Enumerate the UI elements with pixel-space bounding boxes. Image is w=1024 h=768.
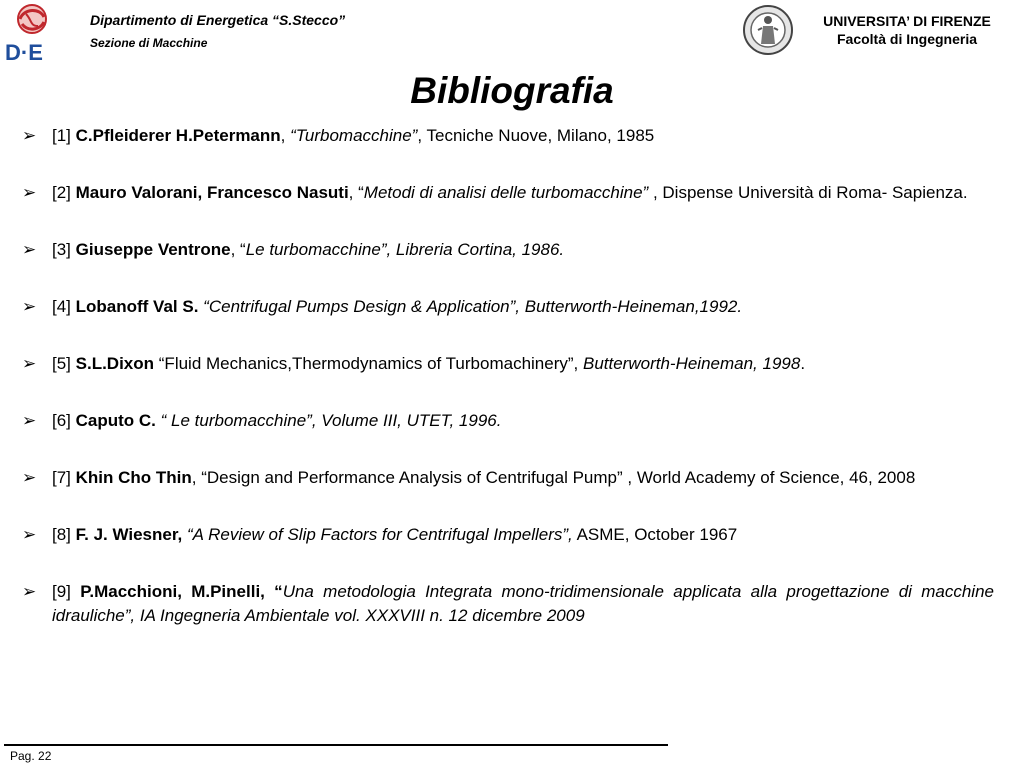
reference-text: , “ [230, 240, 246, 259]
reference-number: [9] [52, 582, 71, 601]
bullet-arrow-icon: ➢ [22, 468, 37, 487]
university-block [800, 12, 1014, 48]
reference-text: . [800, 354, 806, 373]
reference-item [22, 352, 994, 376]
reference-author: Mauro Valorani, Francesco Nasuti [75, 183, 349, 202]
page-title: Bibliografia [410, 70, 614, 111]
reference-number: [4] [52, 297, 71, 316]
bullet-arrow-icon: ➢ [22, 525, 37, 544]
bullet-arrow-icon: ➢ [22, 240, 37, 259]
reference-title: Le turbomacchine”, Libreria Cortina, 1986. [245, 240, 565, 259]
bullet-arrow-icon: ➢ [22, 183, 37, 202]
reference-number: [1] [52, 126, 71, 145]
reference-author: F. J. Wiesner, [75, 525, 183, 544]
reference-author: P.Macchioni, M.Pinelli, “ [80, 582, 283, 601]
department-logo-text: D·E [5, 40, 43, 64]
reference-title: “ Le turbomacchine”, Volume III, UTET, 1996. [160, 411, 502, 430]
reference-author: C.Pfleiderer H.Petermann [75, 126, 281, 145]
footer-divider [4, 744, 668, 746]
bullet-arrow-icon: ➢ [22, 582, 37, 601]
page-number: Pag. 22 [10, 749, 52, 763]
reference-item [22, 580, 994, 628]
department-logo-icon [4, 2, 64, 64]
reference-text: ASME, October 1967 [572, 525, 738, 544]
reference-text: “Fluid Mechanics,Thermodynamics of Turbomachinery”, [154, 354, 583, 373]
reference-item [22, 409, 994, 433]
reference-number: [8] [52, 525, 71, 544]
bullet-arrow-icon: ➢ [22, 411, 37, 430]
reference-number: [3] [52, 240, 71, 259]
reference-number: [2] [52, 183, 71, 202]
reference-number: [6] [52, 411, 71, 430]
bullet-arrow-icon: ➢ [22, 297, 37, 316]
reference-item [22, 523, 994, 547]
faculty-name: Facoltà di Ingegneria [836, 31, 978, 47]
reference-title: “Turbomacchine” [290, 126, 418, 145]
reference-item [22, 466, 994, 490]
reference-text: , [280, 126, 291, 145]
reference-author: Khin Cho Thin [75, 468, 192, 487]
reference-title: “A Review of Slip Factors for Centrifugal Impellers”, [187, 525, 573, 544]
reference-item [22, 181, 994, 205]
department-name: Dipartimento di Energetica “S.Stecco” [90, 12, 346, 28]
bullet-arrow-icon: ➢ [22, 354, 37, 373]
reference-text: , Tecniche Nuove, Milano, 1985 [417, 126, 655, 145]
reference-item [22, 124, 994, 148]
reference-author: Lobanoff Val S. [75, 297, 199, 316]
reference-number: [7] [52, 468, 71, 487]
reference-item [22, 295, 994, 319]
reference-text: , “ [348, 183, 364, 202]
university-seal-icon [742, 4, 794, 56]
reference-title: Una metodologia Integrata mono-tridimensionale applicata alla progettazione di macchine idrauliche”, IA Ingegneria Ambientale vol. XXXVIII n. 12 dicembre 2009 [52, 582, 994, 625]
reference-title: “Centrifugal Pumps Design & Application”, Butterworth-Heineman,1992. [203, 297, 743, 316]
reference-text: , “Design and Performance Analysis of Centrifugal Pump” , World Academy of Science, 46, 2008 [191, 468, 916, 487]
reference-item [22, 238, 994, 262]
reference-title: Butterworth-Heineman, 1998 [582, 354, 801, 373]
university-name: UNIVERSITA’ DI FIRENZE [823, 13, 991, 29]
bullet-arrow-icon: ➢ [22, 126, 37, 145]
reference-text: , Dispense Università di Roma- Sapienza. [648, 183, 968, 202]
reference-number: [5] [52, 354, 71, 373]
reference-author: Caputo C. [75, 411, 156, 430]
reference-author: S.L.Dixon [75, 354, 155, 373]
section-name: Sezione di Macchine [90, 36, 208, 50]
reference-author: Giuseppe Ventrone [75, 240, 231, 259]
reference-list [22, 124, 994, 628]
reference-title: Metodi di analisi delle turbomacchine” [363, 183, 649, 202]
